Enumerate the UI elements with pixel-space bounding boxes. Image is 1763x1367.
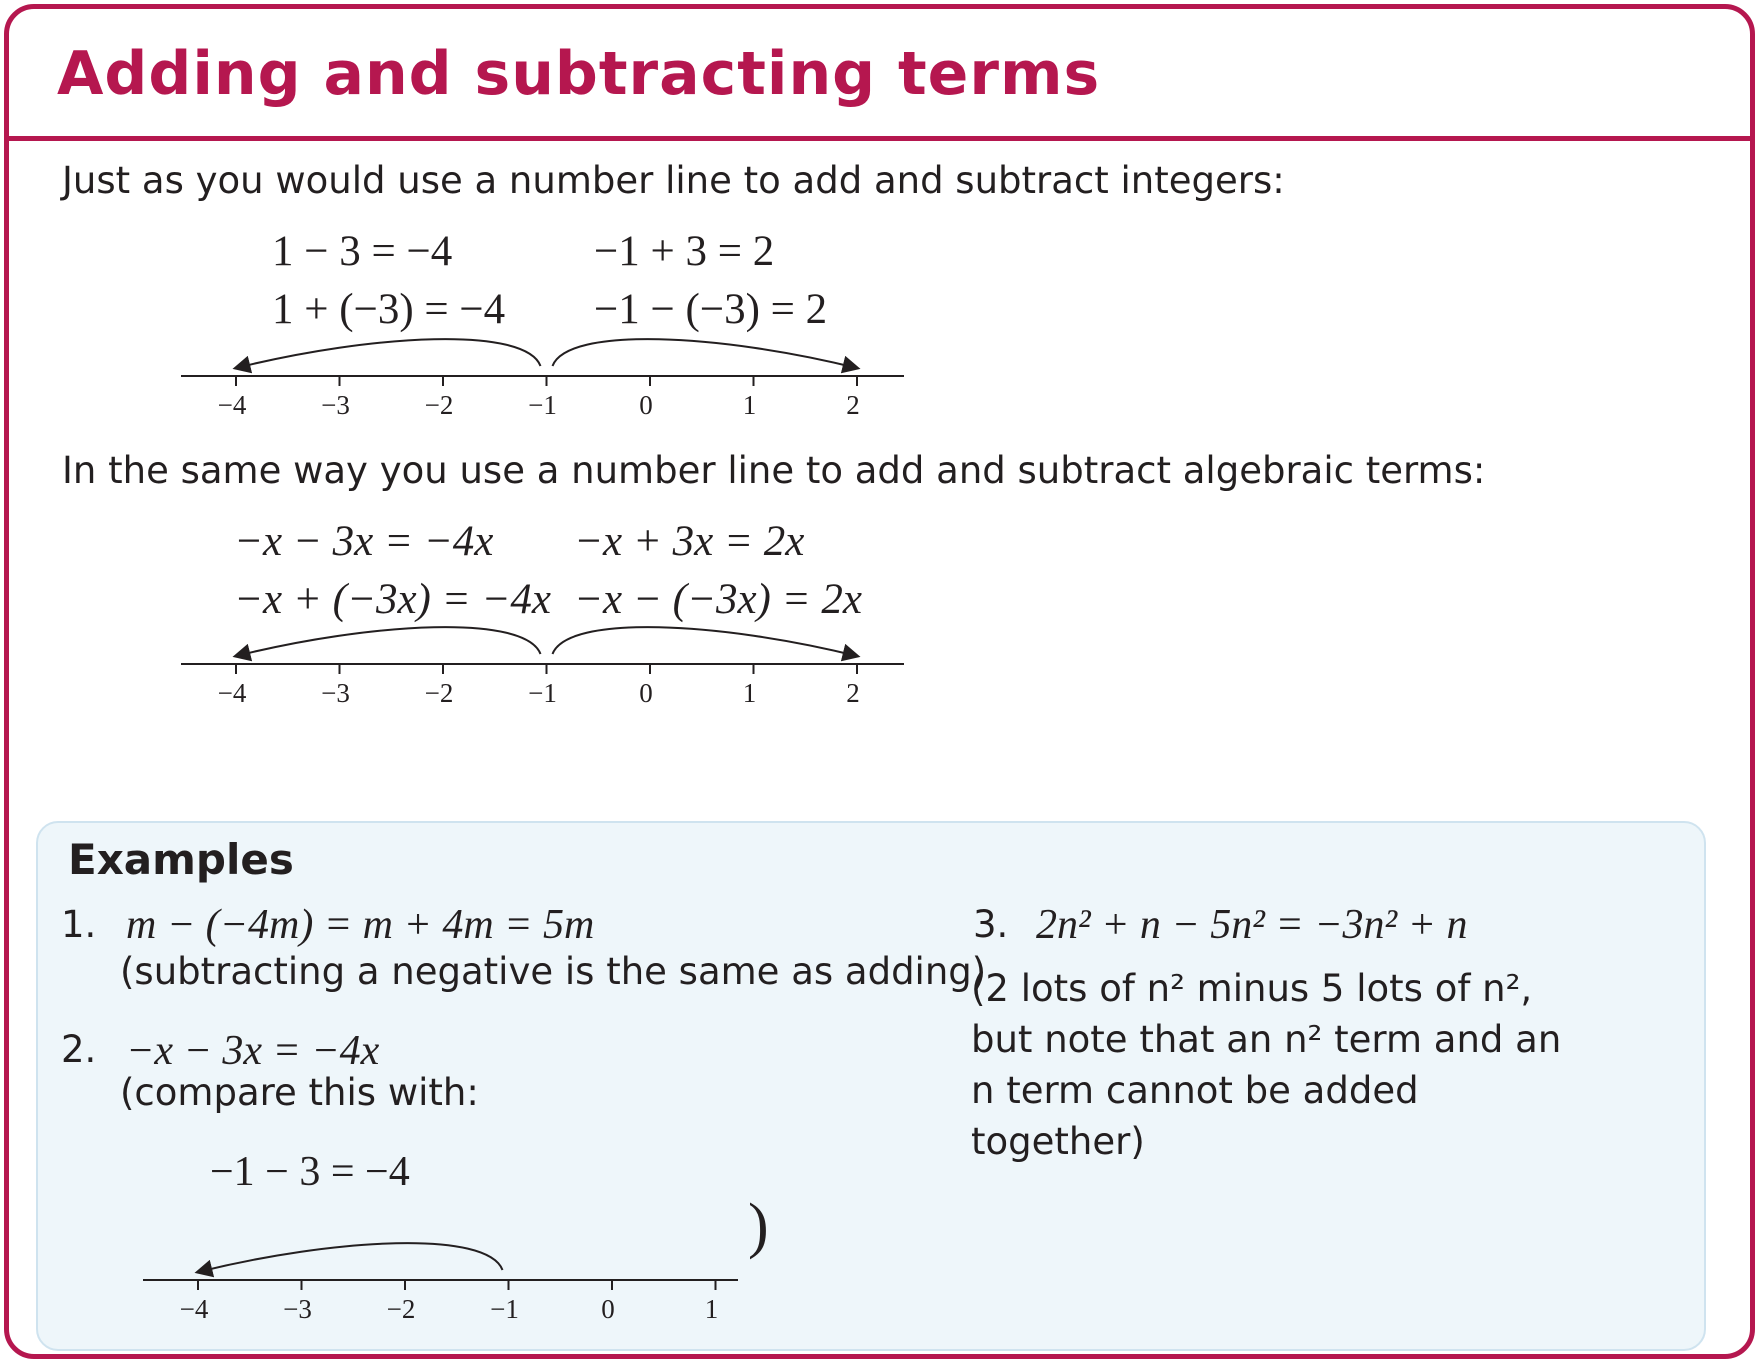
tick-label: −3 bbox=[283, 1294, 312, 1324]
jump-arrow bbox=[236, 627, 541, 656]
intro-integers: Just as you would use a number line to add and subtract integers: bbox=[62, 159, 1285, 202]
examples-box bbox=[36, 821, 1706, 1351]
algebra-equation-2: −x + 3x = 2x bbox=[574, 518, 805, 565]
jump-arrow bbox=[198, 1243, 503, 1272]
algebra-equation-1: −x − 3x = −4x bbox=[234, 518, 494, 565]
example-3-note: (2 lots of n² minus 5 lots of n², but note that an n² term and an n term cannot be added together) bbox=[971, 967, 1562, 1163]
tick-label: 0 bbox=[639, 390, 653, 420]
example-3-number: 3. bbox=[973, 903, 1009, 946]
algebra-equation-3: −x + (−3x) = −4x bbox=[234, 576, 551, 623]
tick-label: −1 bbox=[528, 390, 557, 420]
tick-label: −2 bbox=[386, 1294, 416, 1324]
tick-label: −1 bbox=[490, 1294, 519, 1324]
tick-label: −2 bbox=[424, 678, 454, 708]
example-2-sub-equation: −1 − 3 = −4 bbox=[210, 1149, 410, 1195]
integer-equation-1: 1 − 3 = −4 bbox=[272, 228, 453, 275]
example-1-number: 1. bbox=[61, 903, 97, 946]
example-2-note: (compare this with: bbox=[120, 1071, 479, 1114]
example-2-equation: −x − 3x = −4x bbox=[126, 1028, 380, 1074]
content-panel bbox=[4, 4, 1755, 1359]
jump-arrow bbox=[553, 627, 858, 656]
tick-label: −4 bbox=[179, 1294, 209, 1324]
example-3-equation: 2n² + n − 5n² = −3n² + n bbox=[1036, 902, 1468, 948]
example-1-note: (subtracting a negative is the same as adding) bbox=[120, 950, 987, 993]
tick-label: 1 bbox=[742, 678, 757, 708]
tick-label: −3 bbox=[321, 390, 350, 420]
example-2-close-paren: ) bbox=[748, 1192, 769, 1260]
example-1-equation: m − (−4m) = m + 4m = 5m bbox=[126, 902, 595, 948]
tick-label: 2 bbox=[846, 390, 860, 420]
tick-label: −4 bbox=[217, 678, 247, 708]
page-title: Adding and subtracting terms bbox=[57, 39, 1101, 109]
number-line-algebra bbox=[9, 297, 1009, 757]
tick-label: 1 bbox=[704, 1294, 719, 1324]
intro-algebra: In the same way you use a number line to add and subtract algebraic terms: bbox=[62, 449, 1486, 492]
examples-heading: Examples bbox=[68, 835, 294, 884]
integer-equation-4: −1 − (−3) = 2 bbox=[594, 286, 828, 333]
tick-label: 0 bbox=[639, 678, 653, 708]
tick-label: 0 bbox=[601, 1294, 615, 1324]
tick-label: −3 bbox=[321, 678, 350, 708]
tick-label: 2 bbox=[846, 678, 860, 708]
tick-label: −1 bbox=[528, 678, 557, 708]
tick-label: −2 bbox=[424, 390, 454, 420]
tick-label: −4 bbox=[217, 390, 247, 420]
example-2-number: 2. bbox=[61, 1028, 97, 1071]
tick-label: 1 bbox=[742, 390, 757, 420]
integer-equation-2: −1 + 3 = 2 bbox=[594, 228, 775, 275]
integer-equation-3: 1 + (−3) = −4 bbox=[272, 286, 506, 333]
algebra-equation-4: −x − (−3x) = 2x bbox=[574, 576, 862, 623]
number-line-example bbox=[38, 913, 798, 1333]
